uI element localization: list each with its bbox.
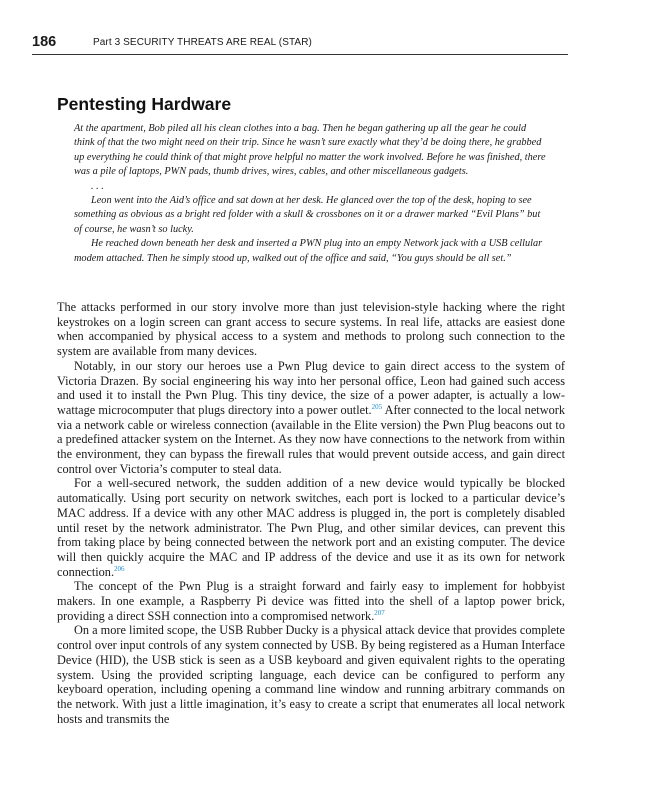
footnote-ref-206[interactable]: 206: [114, 564, 125, 573]
body-paragraph: [57, 359, 565, 477]
section-title: Pentesting Hardware: [57, 94, 232, 114]
body-text-run: After connected to the local network via a network cable or wireless connection (available in the Elite version) the Pwn Plug beacons out to a predefined attacker system on the Internet. As they now have connections to the network from within the environment, they can bypass the firewall rules that would prevent outside access, and gain direct control over Victoria’s computer to steal data.: [57, 402, 565, 476]
body-text-run: Notably, in our story our heroes use a Pwn Plug device to gain direct access to the system of Victoria Drazen. By social engineering his way into her personal office, Leon had gained such access and used it to install the Pwn Plug. This tiny device, the size of a power adapter, is actually a low-wattage microcomputer that plugs directory into a power outlet.: [57, 358, 565, 417]
footnote-ref-205[interactable]: 205: [371, 402, 383, 411]
body-paragraph: [57, 579, 565, 623]
body-text: [57, 300, 565, 726]
story-paragraph: At the apartment, Bob piled all his clean clothes into a bag. Then he began gathering up all the gear he could think of that the two might need on their trip. Since he wasn’t sure exactly what they’d be doing there, he grabbed up everything he could think of that might prove helpful no matter the work involved. Before he was finished, there was a pile of laptops, PWN pads, thumb drives, wires, cables, and other miscellaneous gadgets.: [74, 123, 546, 178]
running-header: [32, 34, 568, 55]
body-paragraph: [57, 476, 565, 579]
body-paragraph: On a more limited scope, the USB Rubber Ducky is a physical attack device that provides complete control over input controls of any system connected by USB. By being registered as a Human Interface Device (HID), the USB stick is seen as a USB keyboard and given equivalent rights to the operating system. Using the provided scripting language, each device can be configured to perform any keyboard operation, including opening a command line window and running arbitrary commands on the network. With just a little imagination, it’s easy to create a script that enumerates all local network hosts and transmits the: [57, 623, 565, 726]
story-excerpt: [74, 122, 546, 266]
body-paragraph: The attacks performed in our story involve more than just television-style hacking where the right keystrokes on a login screen can grant access to secure systems. In real life, attacks are easiest done when accompanied by physical access to a system and methods to prolong such connection to the system are available from many devices.: [57, 300, 565, 359]
story-paragraph: He reached down beneath her desk and inserted a PWN plug into an empty Network jack with a USB cellular modem attached. Then he simply stood up, walked out of the office and said, “You guys should be all set.”: [74, 238, 543, 264]
footnote-ref-207[interactable]: 207: [374, 608, 385, 617]
body-text-run: The concept of the Pwn Plug is a straight forward and fairly easy to implement for hobbyist makers. In one example, a Raspberry Pi device was fitted into the shell of a laptop power brick, providing a direct SSH connection into a compromised network.: [57, 579, 565, 623]
story-paragraph: Leon went into the Aid’s office and sat down at her desk. He glanced over the top of the desk, hoping to see something as obvious as a bright red folder with a skull & crossbones on it or a drawer marked “Evil Plans” but of course, he wasn’t so lucky.: [74, 195, 541, 235]
story-separator: . . .: [91, 180, 104, 192]
part-title: Part 3 SECURITY THREATS ARE REAL (STAR): [93, 37, 312, 48]
body-text-run: For a well-secured network, the sudden addition of a new device would typically be blocked automatically. Using port security on network switches, each port is locked to a particular device’s MAC address. If a device with any other MAC address is plugged in, the port is completely disabled until reset by the network administrator. The Pwn Plug, and other similar devices, can prevent this from taking place by being connected between the network port and an existing computer. The device will then quickly acquire the MAC and IP address of the device and use it as its own for network connection.: [57, 476, 565, 579]
page-number: 186: [32, 34, 57, 50]
